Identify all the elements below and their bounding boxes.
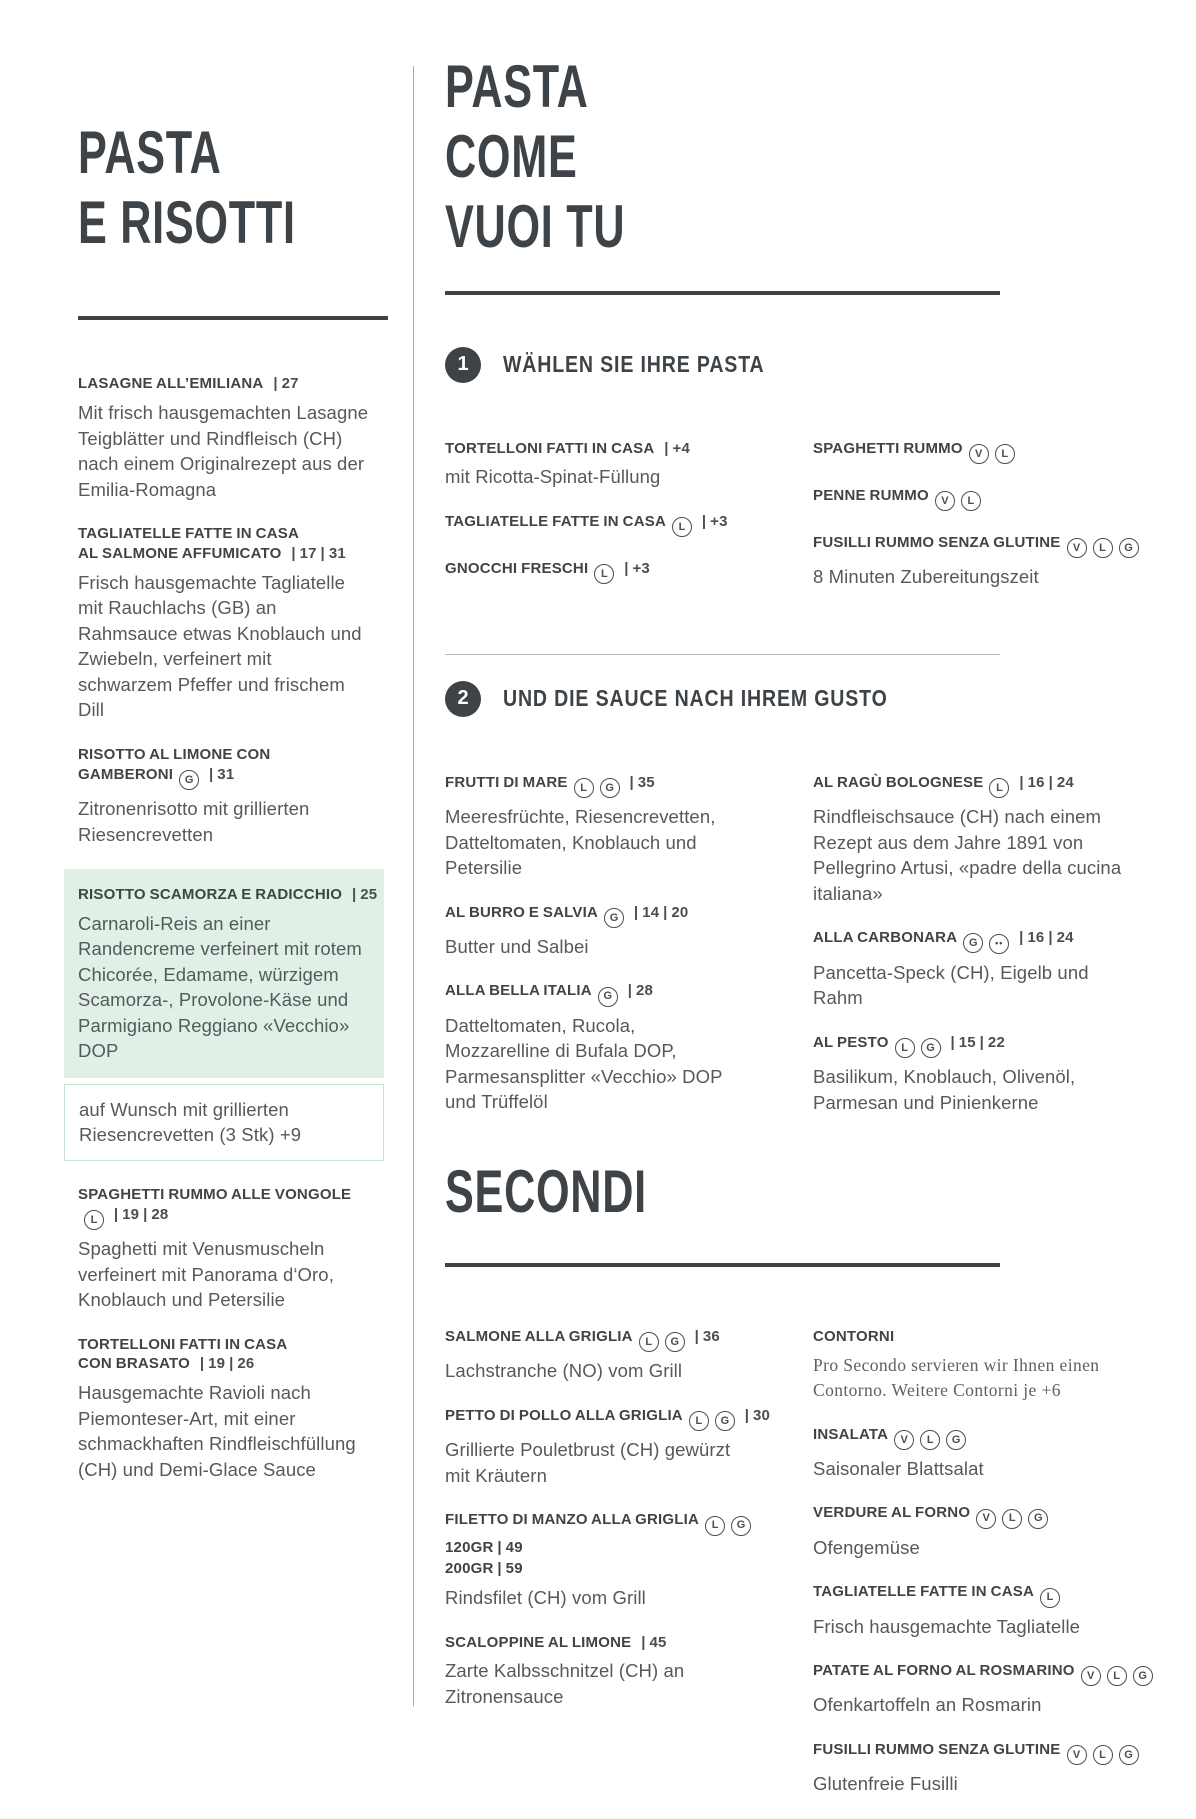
item-title xyxy=(78,524,370,564)
gluten-free-icon: G xyxy=(715,1411,735,1431)
item-description: Zitronenrisotto mit grillierten Riesencrevetten xyxy=(78,797,310,845)
item-name-text: RISOTTO SCAMORZA E RADICCHIO xyxy=(78,886,343,904)
item-name-text: | +3 xyxy=(698,512,728,530)
item-name-text: | 14 | 20 xyxy=(630,903,689,921)
item-title xyxy=(813,1327,1143,1347)
lactose-free-icon: L xyxy=(689,1411,709,1431)
gluten-free-icon: G xyxy=(1028,1509,1048,1529)
item-name-text: SALMONE ALLA GRIGLIA xyxy=(445,1328,633,1346)
item-name-text: FRUTTI DI MARE xyxy=(445,773,568,791)
menu-item xyxy=(445,1406,771,1488)
item-description: mit Ricotta-Spinat-Füllung xyxy=(445,466,661,488)
item-title xyxy=(813,1503,1143,1528)
gluten-free-icon: G xyxy=(946,1430,966,1450)
lactose-free-icon: L xyxy=(995,444,1015,464)
item-name-text: | +3 xyxy=(620,560,650,578)
item-name-text: PENNE RUMMO xyxy=(813,486,929,504)
item-name-text: | 19 | 28 xyxy=(110,1205,169,1223)
step-1-column-right xyxy=(813,439,1143,612)
pasta-e-risotti-title xyxy=(78,118,370,258)
item-title xyxy=(813,1033,1143,1058)
item-description: Rindfleischsauce (CH) nach einem Rezept aus dem Jahre 1891 von Pellegrino Artusi, «padre della cucina italiana» xyxy=(813,806,1122,904)
item-title xyxy=(445,1633,745,1653)
gluten-free-icon: G xyxy=(1133,1666,1153,1686)
menu-item xyxy=(813,1503,1143,1560)
item-description: Meeresfrüchte, Riesencrevetten, Datteltomaten, Knoblauch und Petersilie xyxy=(445,806,716,879)
pasta-come-vuoi-tu-title xyxy=(445,52,1145,263)
item-name-text: AL PESTO xyxy=(813,1033,889,1051)
item-description: Basilikum, Knoblauch, Olivenöl, Parmesan und Pinienkerne xyxy=(813,1066,1076,1113)
item-name-text: RISOTTO AL LIMONE CON xyxy=(78,745,271,763)
item-title xyxy=(445,981,745,1006)
item-name-text: TORTELLONI FATTI IN CASA xyxy=(78,1335,288,1353)
menu-item xyxy=(445,903,745,960)
item-title xyxy=(78,374,370,394)
menu-item xyxy=(78,1185,370,1313)
pasta-e-risotti-items xyxy=(78,374,378,1482)
item-name-text: CONTORNI xyxy=(813,1328,895,1346)
menu-item xyxy=(813,928,1143,1011)
menu-item xyxy=(813,1033,1143,1115)
item-name-text: | 35 xyxy=(625,773,655,791)
column-divider-line xyxy=(413,66,414,1706)
item-title xyxy=(813,486,1143,511)
item-title xyxy=(445,559,745,584)
lactose-free-icon: L xyxy=(84,1210,104,1230)
item-title xyxy=(445,1406,771,1431)
lactose-free-icon: L xyxy=(961,491,981,511)
item-description: Carnaroli-Reis an einer Randencreme verfeinert mit rotem Chicorée, Edamame, würzigem Scamorza-, Provolone-Käse und Parmigiano Reggiano «Vecchio» DOP xyxy=(78,912,362,1062)
item-name-text: FUSILLI RUMMO SENZA GLUTINE xyxy=(813,534,1061,552)
item-description: Ofenkartoffeln an Rosmarin xyxy=(813,1694,1042,1716)
item-name-text: | 28 xyxy=(623,982,654,1000)
item-name-text: ALLA BELLA ITALIA xyxy=(445,982,592,1000)
item-name-text: CON BRASATO xyxy=(78,1355,190,1373)
item-name-text: | +4 xyxy=(660,439,691,457)
item-description: Lachstranche (NO) vom Grill xyxy=(445,1360,683,1382)
secondi-title: SECONDI xyxy=(445,1158,647,1226)
step-2-column-left xyxy=(445,773,745,1137)
vegetarian-icon: V xyxy=(969,444,989,464)
note-text: auf Wunsch mit grillierten Riesencrevetten (3 Stk) +9 xyxy=(79,1098,302,1146)
lactose-free-icon: L xyxy=(1093,1745,1113,1765)
item-description: 8 Minuten Zubereitungszeit xyxy=(813,566,1039,588)
gluten-free-icon: G xyxy=(963,933,983,953)
lactose-free-icon: L xyxy=(895,1038,915,1058)
gluten-free-icon: G xyxy=(179,770,199,790)
item-title xyxy=(813,1582,1143,1607)
vegetarian-icon: V xyxy=(1081,1666,1101,1686)
vegetarian-icon: V xyxy=(1067,1745,1087,1765)
item-name-text: | 25 xyxy=(348,886,378,904)
item-name-text: SCALOPPINE AL LIMONE xyxy=(445,1633,632,1651)
item-name-text: | 16 | 24 xyxy=(1015,929,1074,947)
step-1-label: WÄHLEN SIE IHRE PASTA xyxy=(503,351,765,378)
item-name-text: TORTELLONI FATTI IN CASA xyxy=(445,439,655,457)
item-name-text: | 36 xyxy=(690,1328,720,1346)
menu-item xyxy=(813,533,1143,590)
menu-item xyxy=(445,1327,745,1384)
optional-addon-note xyxy=(64,1084,384,1161)
lactose-free-icon: L xyxy=(1093,538,1113,558)
item-title xyxy=(445,512,745,537)
item-title xyxy=(78,1335,370,1375)
item-name-text: | 17 | 31 xyxy=(287,545,346,563)
menu-item xyxy=(445,559,745,584)
pasta-e-risotti-column xyxy=(78,118,378,1504)
step-1-columns xyxy=(445,439,1145,612)
item-name-text: AL BURRO E SALVIA xyxy=(445,903,599,921)
item-title xyxy=(78,885,378,905)
item-name-text: SPAGHETTI RUMMO xyxy=(813,439,963,457)
item-name-text: | 16 | 24 xyxy=(1015,773,1074,791)
gluten-free-icon: G xyxy=(921,1038,941,1058)
menu-item xyxy=(64,869,384,1078)
item-description: Frisch hausgemachte Tagliatelle xyxy=(813,1615,1081,1637)
item-name-text: | 31 xyxy=(205,765,235,783)
item-title xyxy=(445,773,745,798)
step-2-column-right xyxy=(813,773,1143,1137)
item-title xyxy=(813,533,1143,558)
title-line: VUOI TU xyxy=(445,193,626,261)
item-name-text: VERDURE AL FORNO xyxy=(813,1504,971,1522)
gluten-free-icon: G xyxy=(1119,1745,1139,1765)
menu-item xyxy=(813,1425,1143,1482)
title-line: PASTA xyxy=(445,53,589,120)
item-name-text: | 19 | 26 xyxy=(195,1355,255,1373)
menu-item xyxy=(78,524,370,723)
gluten-free-icon: G xyxy=(665,1332,685,1352)
menu-item xyxy=(78,1335,370,1483)
menu-item xyxy=(445,773,745,881)
gluten-free-icon: G xyxy=(598,987,618,1007)
item-name-text: ALLA CARBONARA xyxy=(813,929,958,947)
menu-item xyxy=(445,512,745,537)
item-name-text: GAMBERONI xyxy=(78,765,174,783)
lactose-free-icon: L xyxy=(574,778,594,798)
pasta-come-vuoi-tu-section xyxy=(445,52,1145,1819)
item-description: Butter und Salbei xyxy=(445,935,589,957)
step-1-badge: 1 xyxy=(445,347,481,383)
menu-item xyxy=(813,1661,1147,1718)
secondi-column-left xyxy=(445,1327,771,1731)
menu-item xyxy=(813,439,1143,464)
item-name-text: SPAGHETTI RUMMO ALLE VONGOLE xyxy=(78,1185,352,1203)
item-name-text: FUSILLI RUMMO SENZA GLUTINE xyxy=(813,1740,1061,1758)
item-name-text: | 15 | 22 xyxy=(946,1033,1006,1051)
item-name-text: TAGLIATELLE FATTE IN CASA xyxy=(445,512,666,530)
item-description: Frisch hausgemachte Tagliatelle mit Rauchlachs (GB) an Rahmsauce etwas Knoblauch und Zwiebeln, verfeinert mit schwarzem Pfeffer und frischem Dill xyxy=(78,571,362,721)
item-name-text: LASAGNE ALL’EMILIANA xyxy=(78,375,264,393)
step-1-header xyxy=(445,347,1145,383)
item-description: Glutenfreie Fusilli xyxy=(813,1773,958,1795)
item-description: Zarte Kalbsschnitzel (CH) an Zitronensauce xyxy=(445,1660,685,1707)
item-title xyxy=(813,773,1143,798)
thin-divider-rule xyxy=(445,654,1000,655)
secondi-column-right xyxy=(813,1327,1147,1818)
lactose-free-icon: L xyxy=(920,1430,940,1450)
menu-item xyxy=(445,981,745,1114)
item-name-text: | 27 xyxy=(269,375,299,393)
title-line: E RISOTTI xyxy=(78,189,296,257)
item-name-text: | 45 xyxy=(637,1633,667,1651)
item-title xyxy=(445,903,745,928)
vegetarian-icon: V xyxy=(935,491,955,511)
item-description: Hausgemachte Ravioli nach Piemonteser-Art, mit einer schmackhaften Rindfleischfüllung (CH) und Demi-Glace Sauce xyxy=(78,1382,356,1480)
item-description: Saisonaler Blattsalat xyxy=(813,1457,984,1479)
item-title xyxy=(813,1425,1143,1450)
vegetarian-icon: V xyxy=(894,1430,914,1450)
vegetarian-icon: V xyxy=(976,1509,996,1529)
step-2-header xyxy=(445,681,1145,717)
menu-item xyxy=(813,1740,1143,1797)
item-description: Grillierte Pouletbrust (CH) gewürzt mit Kräutern xyxy=(445,1439,731,1486)
item-title xyxy=(813,1661,1147,1686)
item-description: Spaghetti mit Venusmuscheln verfeinert mit Panorama d‘Oro, Knoblauch und Petersilie xyxy=(78,1238,334,1311)
item-price-line: 120GR | 49 xyxy=(445,1538,523,1556)
item-name-text: | 30 xyxy=(740,1407,771,1424)
two-dots-icon xyxy=(989,934,1009,954)
vegetarian-icon: V xyxy=(1067,538,1087,558)
lactose-free-icon: L xyxy=(989,778,1009,798)
lactose-free-icon: L xyxy=(639,1332,659,1352)
lactose-free-icon: L xyxy=(705,1516,725,1536)
item-title xyxy=(78,745,370,790)
lactose-free-icon: L xyxy=(1107,1666,1127,1686)
lactose-free-icon: L xyxy=(672,517,692,537)
item-description: Rindsfilet (CH) vom Grill xyxy=(445,1587,646,1609)
step-1-column-left xyxy=(445,439,745,607)
item-title xyxy=(445,1327,745,1352)
item-name-text: AL SALMONE AFFUMICATO xyxy=(78,545,282,563)
lactose-free-icon: L xyxy=(1002,1509,1022,1529)
lactose-free-icon: L xyxy=(1040,1588,1060,1608)
menu-item xyxy=(813,1327,1143,1402)
item-name-text: FILETTO DI MANZO ALLA GRIGLIA xyxy=(445,1511,700,1529)
item-name-text: PATATE AL FORNO AL ROSMARINO xyxy=(813,1662,1075,1680)
gluten-free-icon: G xyxy=(600,778,620,798)
section-rule xyxy=(78,316,388,320)
item-name-text: AL RAGÙ BOLOGNESE xyxy=(813,773,984,791)
item-title xyxy=(78,1185,370,1230)
item-name-text: TAGLIATELLE FATTE IN CASA xyxy=(813,1583,1034,1601)
step-2-badge: 2 xyxy=(445,681,481,717)
item-title xyxy=(813,1740,1143,1765)
item-description: Datteltomaten, Rucola, Mozzarelline di Bufala DOP, Parmesansplitter «Vecchio» DOP und Trüffelöl xyxy=(445,1014,723,1113)
section-rule xyxy=(445,1263,1000,1267)
menu-item xyxy=(78,374,370,502)
title-line: COME xyxy=(445,123,578,191)
item-description: Pancetta-Speck (CH), Eigelb und Rahm xyxy=(813,961,1089,1009)
item-name-text: PETTO DI POLLO ALLA GRIGLIA xyxy=(445,1407,683,1424)
menu-item xyxy=(445,1633,745,1710)
item-name-text: GNOCCHI FRESCHI xyxy=(445,560,589,578)
item-title xyxy=(813,928,1143,954)
gluten-free-icon: G xyxy=(731,1516,751,1536)
item-description: Ofengemüse xyxy=(813,1536,920,1558)
item-title xyxy=(813,439,1143,464)
gluten-free-icon: G xyxy=(1119,538,1139,558)
menu-item xyxy=(78,745,370,847)
step-2-label: UND DIE SAUCE NACH IHREM GUSTO xyxy=(503,685,888,712)
menu-item xyxy=(445,439,745,490)
gluten-free-icon: G xyxy=(604,908,624,928)
menu-item xyxy=(813,1582,1143,1639)
secondi-columns xyxy=(445,1327,1145,1818)
item-price-line: 200GR | 59 xyxy=(445,1560,523,1578)
step-2-columns xyxy=(445,773,1145,1137)
menu-item xyxy=(445,1510,745,1610)
menu-item xyxy=(813,773,1143,906)
item-description: Mit frisch hausgemachten Lasagne Teigblätter und Rindfleisch (CH) nach einem Originalrezept aus der Emilia-Romagna xyxy=(78,402,369,500)
item-title xyxy=(445,1510,745,1535)
title-line: PASTA xyxy=(78,119,222,186)
menu-item xyxy=(813,486,1143,511)
section-rule xyxy=(445,291,1000,295)
item-description: Pro Secondo servieren wir Ihnen einen Contorno. Weitere Contorni je +6 xyxy=(813,1355,1100,1400)
item-name-text: INSALATA xyxy=(813,1425,889,1443)
lactose-free-icon: L xyxy=(594,564,614,584)
item-name-text: TAGLIATELLE FATTE IN CASA xyxy=(78,525,299,543)
item-title xyxy=(445,439,745,459)
